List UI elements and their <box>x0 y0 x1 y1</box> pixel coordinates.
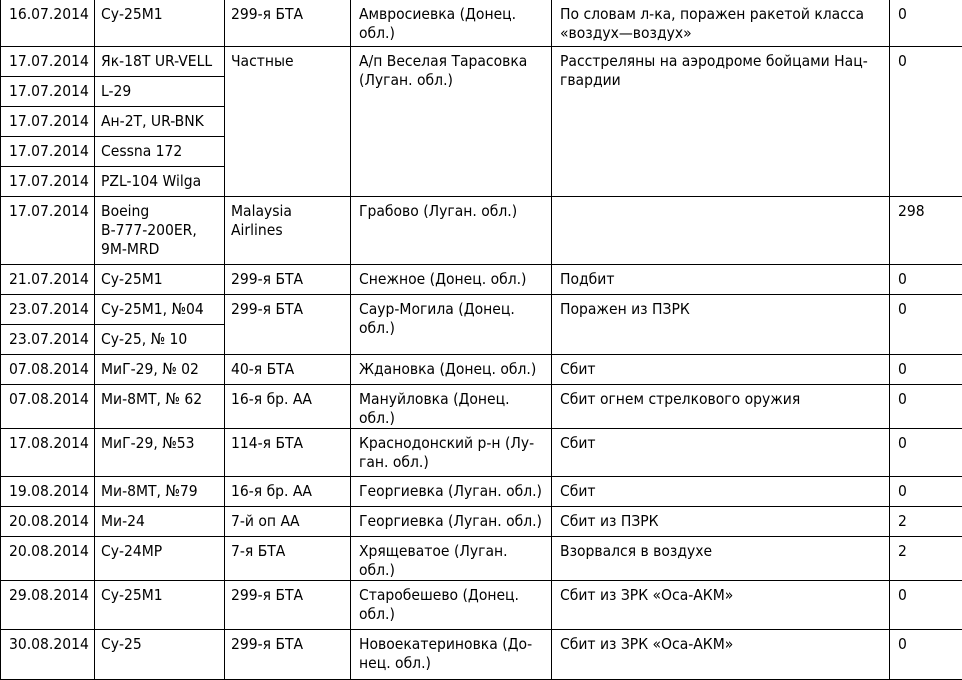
table-row <box>1 0 962 47</box>
date-cell: 17.07.2014 <box>1 77 95 107</box>
unit-cell: 299-я БТА <box>225 581 351 630</box>
unit-cell: 40-я БТА <box>225 355 351 385</box>
table-row <box>1 630 962 680</box>
date-cell: 17.07.2014 <box>1 137 95 167</box>
unit-cell: 114-я БТА <box>225 429 351 477</box>
losses-cell: 298 <box>890 197 962 265</box>
date-cell: 23.07.2014 <box>1 295 95 325</box>
aircraft-cell: Ми-8МТ, №79 <box>95 477 225 507</box>
aircraft-cell: Су-25, № 10 <box>95 325 225 355</box>
note-cell: Сбит огнем стрелкового оружия <box>552 385 890 429</box>
losses-cell: 0 <box>890 265 962 295</box>
place-cell: Хрящеватое (Луган. обл.) <box>351 537 552 581</box>
aircraft-cell: Су-25М1 <box>95 265 225 295</box>
unit-cell: 299-я БТА <box>225 630 351 680</box>
aircraft-cell: Ми-24 <box>95 507 225 537</box>
unit-cell: Malaysia Airlines <box>225 197 351 265</box>
table-row <box>1 295 962 325</box>
table-row <box>1 385 962 429</box>
losses-cell: 0 <box>890 429 962 477</box>
note-cell <box>552 197 890 265</box>
date-cell: 19.08.2014 <box>1 477 95 507</box>
place-cell: Старобешево (Донец. обл.) <box>351 581 552 630</box>
table-row <box>1 47 962 77</box>
aircraft-cell: Су-24МР <box>95 537 225 581</box>
losses-cell: 2 <box>890 537 962 581</box>
date-cell: 16.07.2014 <box>1 0 95 47</box>
date-cell: 17.07.2014 <box>1 107 95 137</box>
aircraft-cell: Boeing B-777-200ER, 9M-MRD <box>95 197 225 265</box>
place-cell: Снежное (Донец. обл.) <box>351 265 552 295</box>
unit-cell: Частные <box>225 47 351 197</box>
note-cell: Сбит из ЗРК «Оса-АКМ» <box>552 630 890 680</box>
place-cell: А/п Веселая Тарасовка (Луган. обл.) <box>351 47 552 197</box>
unit-cell: 299-я БТА <box>225 295 351 355</box>
aircraft-cell: Ми-8МТ, № 62 <box>95 385 225 429</box>
aircraft-cell: Cessna 172 <box>95 137 225 167</box>
place-cell: Мануйловка (Донец. обл.) <box>351 385 552 429</box>
losses-cell: 0 <box>890 0 962 47</box>
unit-cell: 299-я БТА <box>225 265 351 295</box>
unit-cell: 7-я БТА <box>225 537 351 581</box>
date-cell: 30.08.2014 <box>1 630 95 680</box>
losses-cell: 0 <box>890 630 962 680</box>
date-cell: 21.07.2014 <box>1 265 95 295</box>
aircraft-cell: L-29 <box>95 77 225 107</box>
date-cell: 07.08.2014 <box>1 355 95 385</box>
place-cell: Георгиевка (Луган. обл.) <box>351 507 552 537</box>
table-row <box>1 429 962 477</box>
place-cell: Саур-Могила (Донец. обл.) <box>351 295 552 355</box>
losses-cell: 0 <box>890 477 962 507</box>
date-cell: 20.08.2014 <box>1 507 95 537</box>
aircraft-cell: Су-25М1 <box>95 0 225 47</box>
date-cell: 17.08.2014 <box>1 429 95 477</box>
date-cell: 20.08.2014 <box>1 537 95 581</box>
losses-cell: 0 <box>890 47 962 197</box>
losses-cell: 0 <box>890 295 962 355</box>
place-cell: Новоекатериновка (До- нец. обл.) <box>351 630 552 680</box>
place-cell: Амвросиевка (Донец. обл.) <box>351 0 552 47</box>
table-row <box>1 507 962 537</box>
note-cell: Сбит из ЗРК «Оса-АКМ» <box>552 581 890 630</box>
losses-cell: 0 <box>890 355 962 385</box>
aircraft-cell: Як-18Т UR-VELL <box>95 47 225 77</box>
unit-cell: 7-й оп АА <box>225 507 351 537</box>
table-row <box>1 265 962 295</box>
aircraft-cell: PZL-104 Wilga <box>95 167 225 197</box>
note-cell: Сбит из ПЗРК <box>552 507 890 537</box>
table-row <box>1 355 962 385</box>
aircraft-cell: Су-25 <box>95 630 225 680</box>
place-cell: Краснодонский р-н (Лу- ган. обл.) <box>351 429 552 477</box>
aircraft-cell: Су-25М1 <box>95 581 225 630</box>
aircraft-cell: МиГ-29, №53 <box>95 429 225 477</box>
losses-cell: 0 <box>890 385 962 429</box>
date-cell: 17.07.2014 <box>1 167 95 197</box>
table-row <box>1 581 962 630</box>
note-cell: Поражен из ПЗРК <box>552 295 890 355</box>
note-cell: Сбит <box>552 355 890 385</box>
place-cell: Ждановка (Донец. обл.) <box>351 355 552 385</box>
losses-cell: 0 <box>890 581 962 630</box>
date-cell: 17.07.2014 <box>1 47 95 77</box>
note-cell: Подбит <box>552 265 890 295</box>
note-cell: По словам л-ка, поражен ракетой класса «воздух—воздух» <box>552 0 890 47</box>
date-cell: 29.08.2014 <box>1 581 95 630</box>
date-cell: 17.07.2014 <box>1 197 95 265</box>
table-row <box>1 477 962 507</box>
aircraft-cell: Ан-2Т, UR-BNK <box>95 107 225 137</box>
date-cell: 07.08.2014 <box>1 385 95 429</box>
unit-cell: 16-я бр. АА <box>225 385 351 429</box>
note-cell: Расстреляны на аэродроме бойцами Нац- гвардии <box>552 47 890 197</box>
place-cell: Георгиевка (Луган. обл.) <box>351 477 552 507</box>
note-cell: Сбит <box>552 477 890 507</box>
table-row <box>1 537 962 581</box>
unit-cell: 16-я бр. АА <box>225 477 351 507</box>
unit-cell: 299-я БТА <box>225 0 351 47</box>
date-cell: 23.07.2014 <box>1 325 95 355</box>
note-cell: Взорвался в воздухе <box>552 537 890 581</box>
losses-cell: 2 <box>890 507 962 537</box>
place-cell: Грабово (Луган. обл.) <box>351 197 552 265</box>
aircraft-cell: Су-25М1, №04 <box>95 295 225 325</box>
note-cell: Сбит <box>552 429 890 477</box>
table-row <box>1 197 962 265</box>
aircraft-cell: МиГ-29, № 02 <box>95 355 225 385</box>
